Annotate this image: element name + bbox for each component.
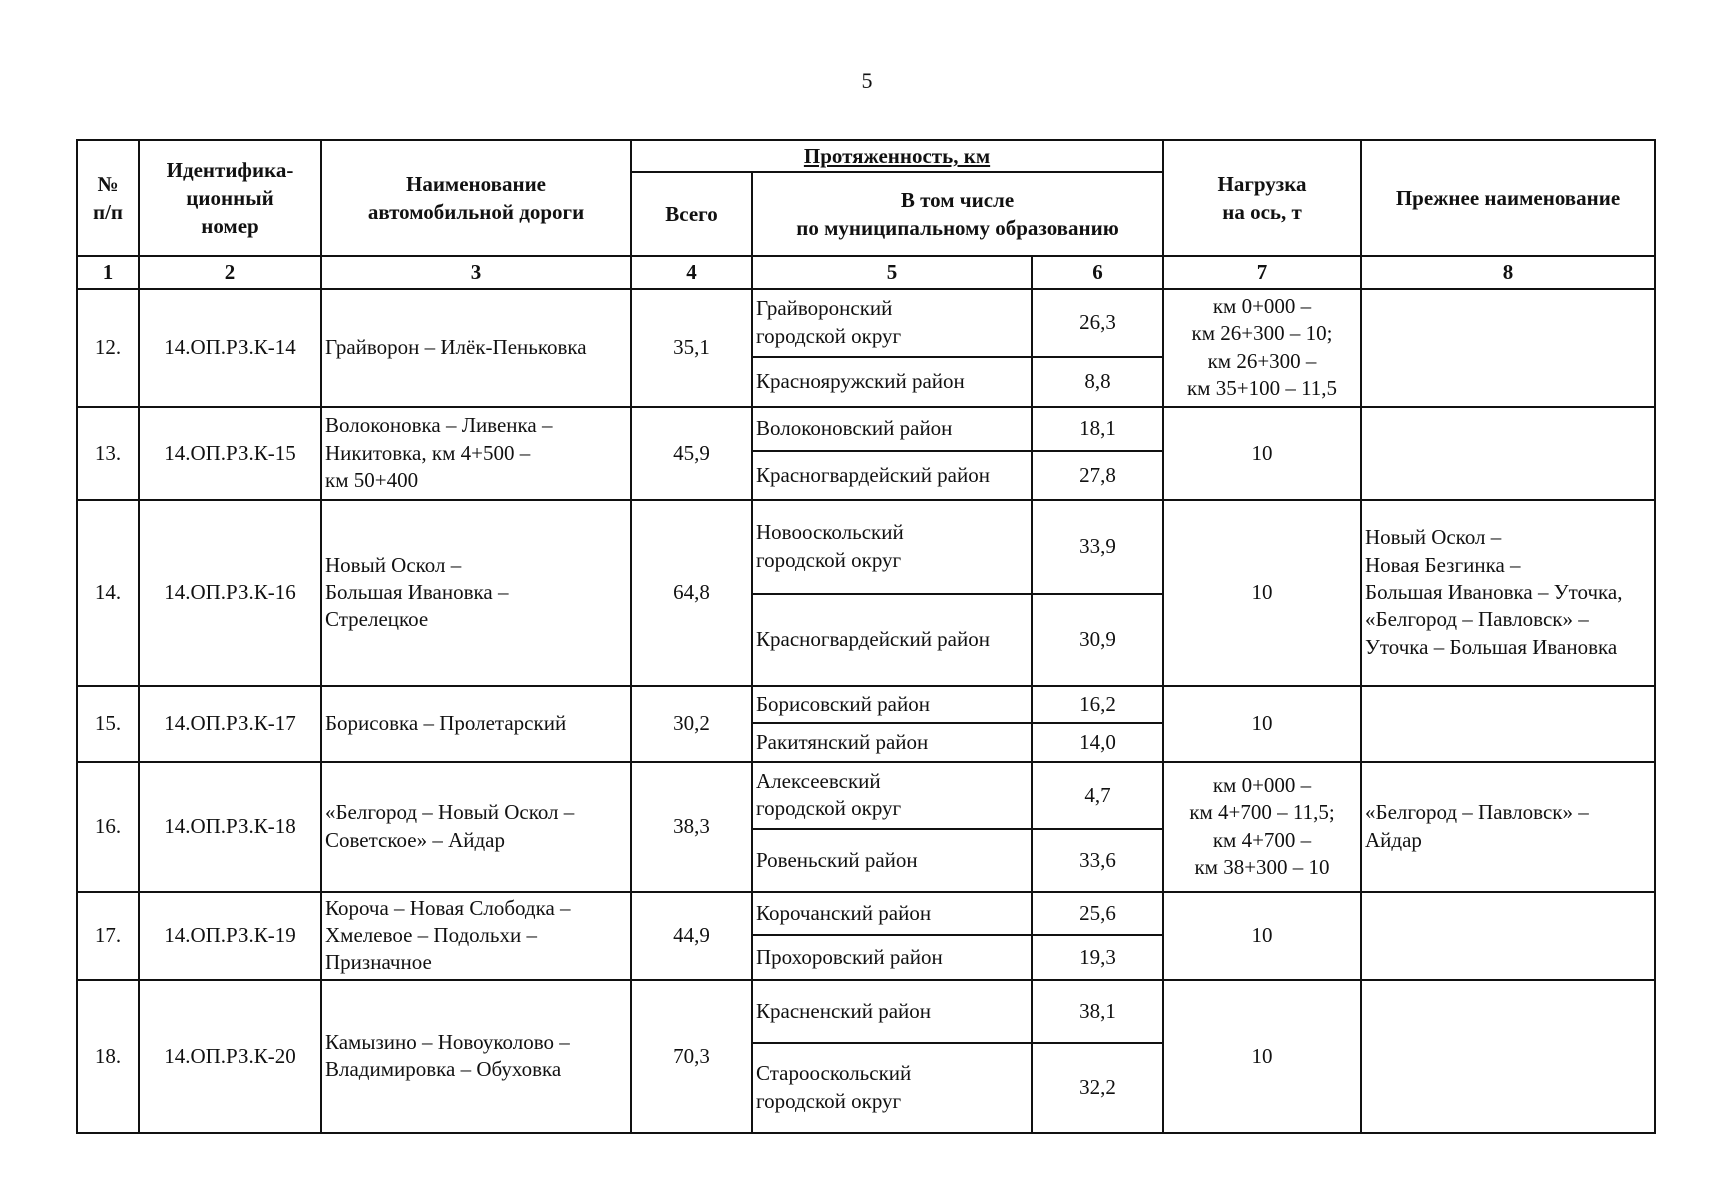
municipality-length: 8,8 [1032, 357, 1163, 407]
total-length: 45,9 [631, 407, 752, 500]
header-num: № п/п [77, 140, 139, 256]
road-id: 14.ОП.РЗ.К-17 [139, 686, 321, 762]
axle-load: 10 [1163, 407, 1361, 500]
col-number: 7 [1163, 256, 1361, 288]
municipality-length: 18,1 [1032, 407, 1163, 451]
municipality-length: 16,2 [1032, 686, 1163, 723]
road-name: Камызино – Новоуколово – Владимировка – Обуховка [321, 980, 631, 1133]
axle-load: 10 [1163, 980, 1361, 1133]
municipality-length: 27,8 [1032, 451, 1163, 500]
header-id: Идентифика- ционный номер [139, 140, 321, 256]
municipality-length: 26,3 [1032, 289, 1163, 357]
axle-load: 10 [1163, 686, 1361, 762]
header-incl: В том числе по муниципальному образованию [752, 172, 1163, 256]
former-name: «Белгород – Павловск» – Айдар [1361, 762, 1655, 892]
municipality: Красногвардейский район [752, 451, 1032, 500]
header-total: Всего [631, 172, 752, 256]
table-row [77, 892, 1655, 935]
table-row [77, 762, 1655, 829]
road-id: 14.ОП.РЗ.К-20 [139, 980, 321, 1133]
row-number: 17. [77, 892, 139, 980]
municipality: Краснояружский район [752, 357, 1032, 407]
col-number: 4 [631, 256, 752, 288]
table-row [77, 500, 1655, 594]
former-name [1361, 686, 1655, 762]
municipality: Новооскольский городской округ [752, 500, 1032, 594]
municipality: Красногвардейский район [752, 594, 1032, 686]
axle-load: км 0+000 – км 26+300 – 10; км 26+300 – км 35+100 – 11,5 [1163, 289, 1361, 407]
table-row [77, 686, 1655, 723]
municipality: Корочанский район [752, 892, 1032, 935]
municipality: Ракитянский район [752, 723, 1032, 762]
municipality-length: 32,2 [1032, 1043, 1163, 1133]
municipality-length: 38,1 [1032, 980, 1163, 1043]
col-number: 2 [139, 256, 321, 288]
row-number: 14. [77, 500, 139, 686]
municipality: Борисовский район [752, 686, 1032, 723]
road-name: «Белгород – Новый Оскол – Советское» – Айдар [321, 762, 631, 892]
municipality-length: 25,6 [1032, 892, 1163, 935]
municipality: Грайворонский городской округ [752, 289, 1032, 357]
total-length: 30,2 [631, 686, 752, 762]
road-name: Грайворон – Илёк-Пеньковка [321, 289, 631, 407]
header-extent: Протяженность, км [631, 140, 1163, 172]
municipality: Прохоровский район [752, 935, 1032, 980]
road-id: 14.ОП.РЗ.К-14 [139, 289, 321, 407]
former-name [1361, 980, 1655, 1133]
table-row [77, 980, 1655, 1043]
road-name: Новый Оскол – Большая Ивановка – Стрелецкое [321, 500, 631, 686]
road-id: 14.ОП.РЗ.К-15 [139, 407, 321, 500]
municipality-length: 14,0 [1032, 723, 1163, 762]
axle-load: км 0+000 – км 4+700 – 11,5; км 4+700 – км 38+300 – 10 [1163, 762, 1361, 892]
road-id: 14.ОП.РЗ.К-19 [139, 892, 321, 980]
former-name: Новый Оскол – Новая Безгинка – Большая Ивановка – Уточка, «Белгород – Павловск» – Уточка – Большая Ивановка [1361, 500, 1655, 686]
row-number: 15. [77, 686, 139, 762]
col-number: 5 [752, 256, 1032, 288]
header-load: Нагрузка на ось, т [1163, 140, 1361, 256]
total-length: 70,3 [631, 980, 752, 1133]
roads-table [76, 139, 1656, 1134]
municipality-length: 33,9 [1032, 500, 1163, 594]
row-number: 13. [77, 407, 139, 500]
road-id: 14.ОП.РЗ.К-16 [139, 500, 321, 686]
col-number: 3 [321, 256, 631, 288]
header-former: Прежнее наименование [1361, 140, 1655, 256]
former-name [1361, 407, 1655, 500]
municipality-length: 33,6 [1032, 829, 1163, 892]
row-number: 16. [77, 762, 139, 892]
municipality-length: 30,9 [1032, 594, 1163, 686]
road-name: Короча – Новая Слободка – Хмелевое – Подольхи – Призначное [321, 892, 631, 980]
total-length: 38,3 [631, 762, 752, 892]
road-id: 14.ОП.РЗ.К-18 [139, 762, 321, 892]
municipality: Красненский район [752, 980, 1032, 1043]
former-name [1361, 892, 1655, 980]
header-name: Наименование автомобильной дороги [321, 140, 631, 256]
total-length: 44,9 [631, 892, 752, 980]
table-row [77, 289, 1655, 357]
axle-load: 10 [1163, 500, 1361, 686]
col-number: 8 [1361, 256, 1655, 288]
former-name [1361, 289, 1655, 407]
row-number: 12. [77, 289, 139, 407]
municipality-length: 4,7 [1032, 762, 1163, 829]
page-number: 5 [861, 68, 873, 93]
road-name: Волоконовка – Ливенка – Никитовка, км 4+500 – км 50+400 [321, 407, 631, 500]
axle-load: 10 [1163, 892, 1361, 980]
municipality: Волоконовский район [752, 407, 1032, 451]
table-row [77, 407, 1655, 451]
municipality: Алексеевский городской округ [752, 762, 1032, 829]
total-length: 64,8 [631, 500, 752, 686]
municipality: Ровеньский район [752, 829, 1032, 892]
col-number: 6 [1032, 256, 1163, 288]
col-number: 1 [77, 256, 139, 288]
row-number: 18. [77, 980, 139, 1133]
municipality: Старооскольский городской округ [752, 1043, 1032, 1133]
total-length: 35,1 [631, 289, 752, 407]
road-name: Борисовка – Пролетарский [321, 686, 631, 762]
municipality-length: 19,3 [1032, 935, 1163, 980]
column-numbers-row [77, 256, 1655, 288]
